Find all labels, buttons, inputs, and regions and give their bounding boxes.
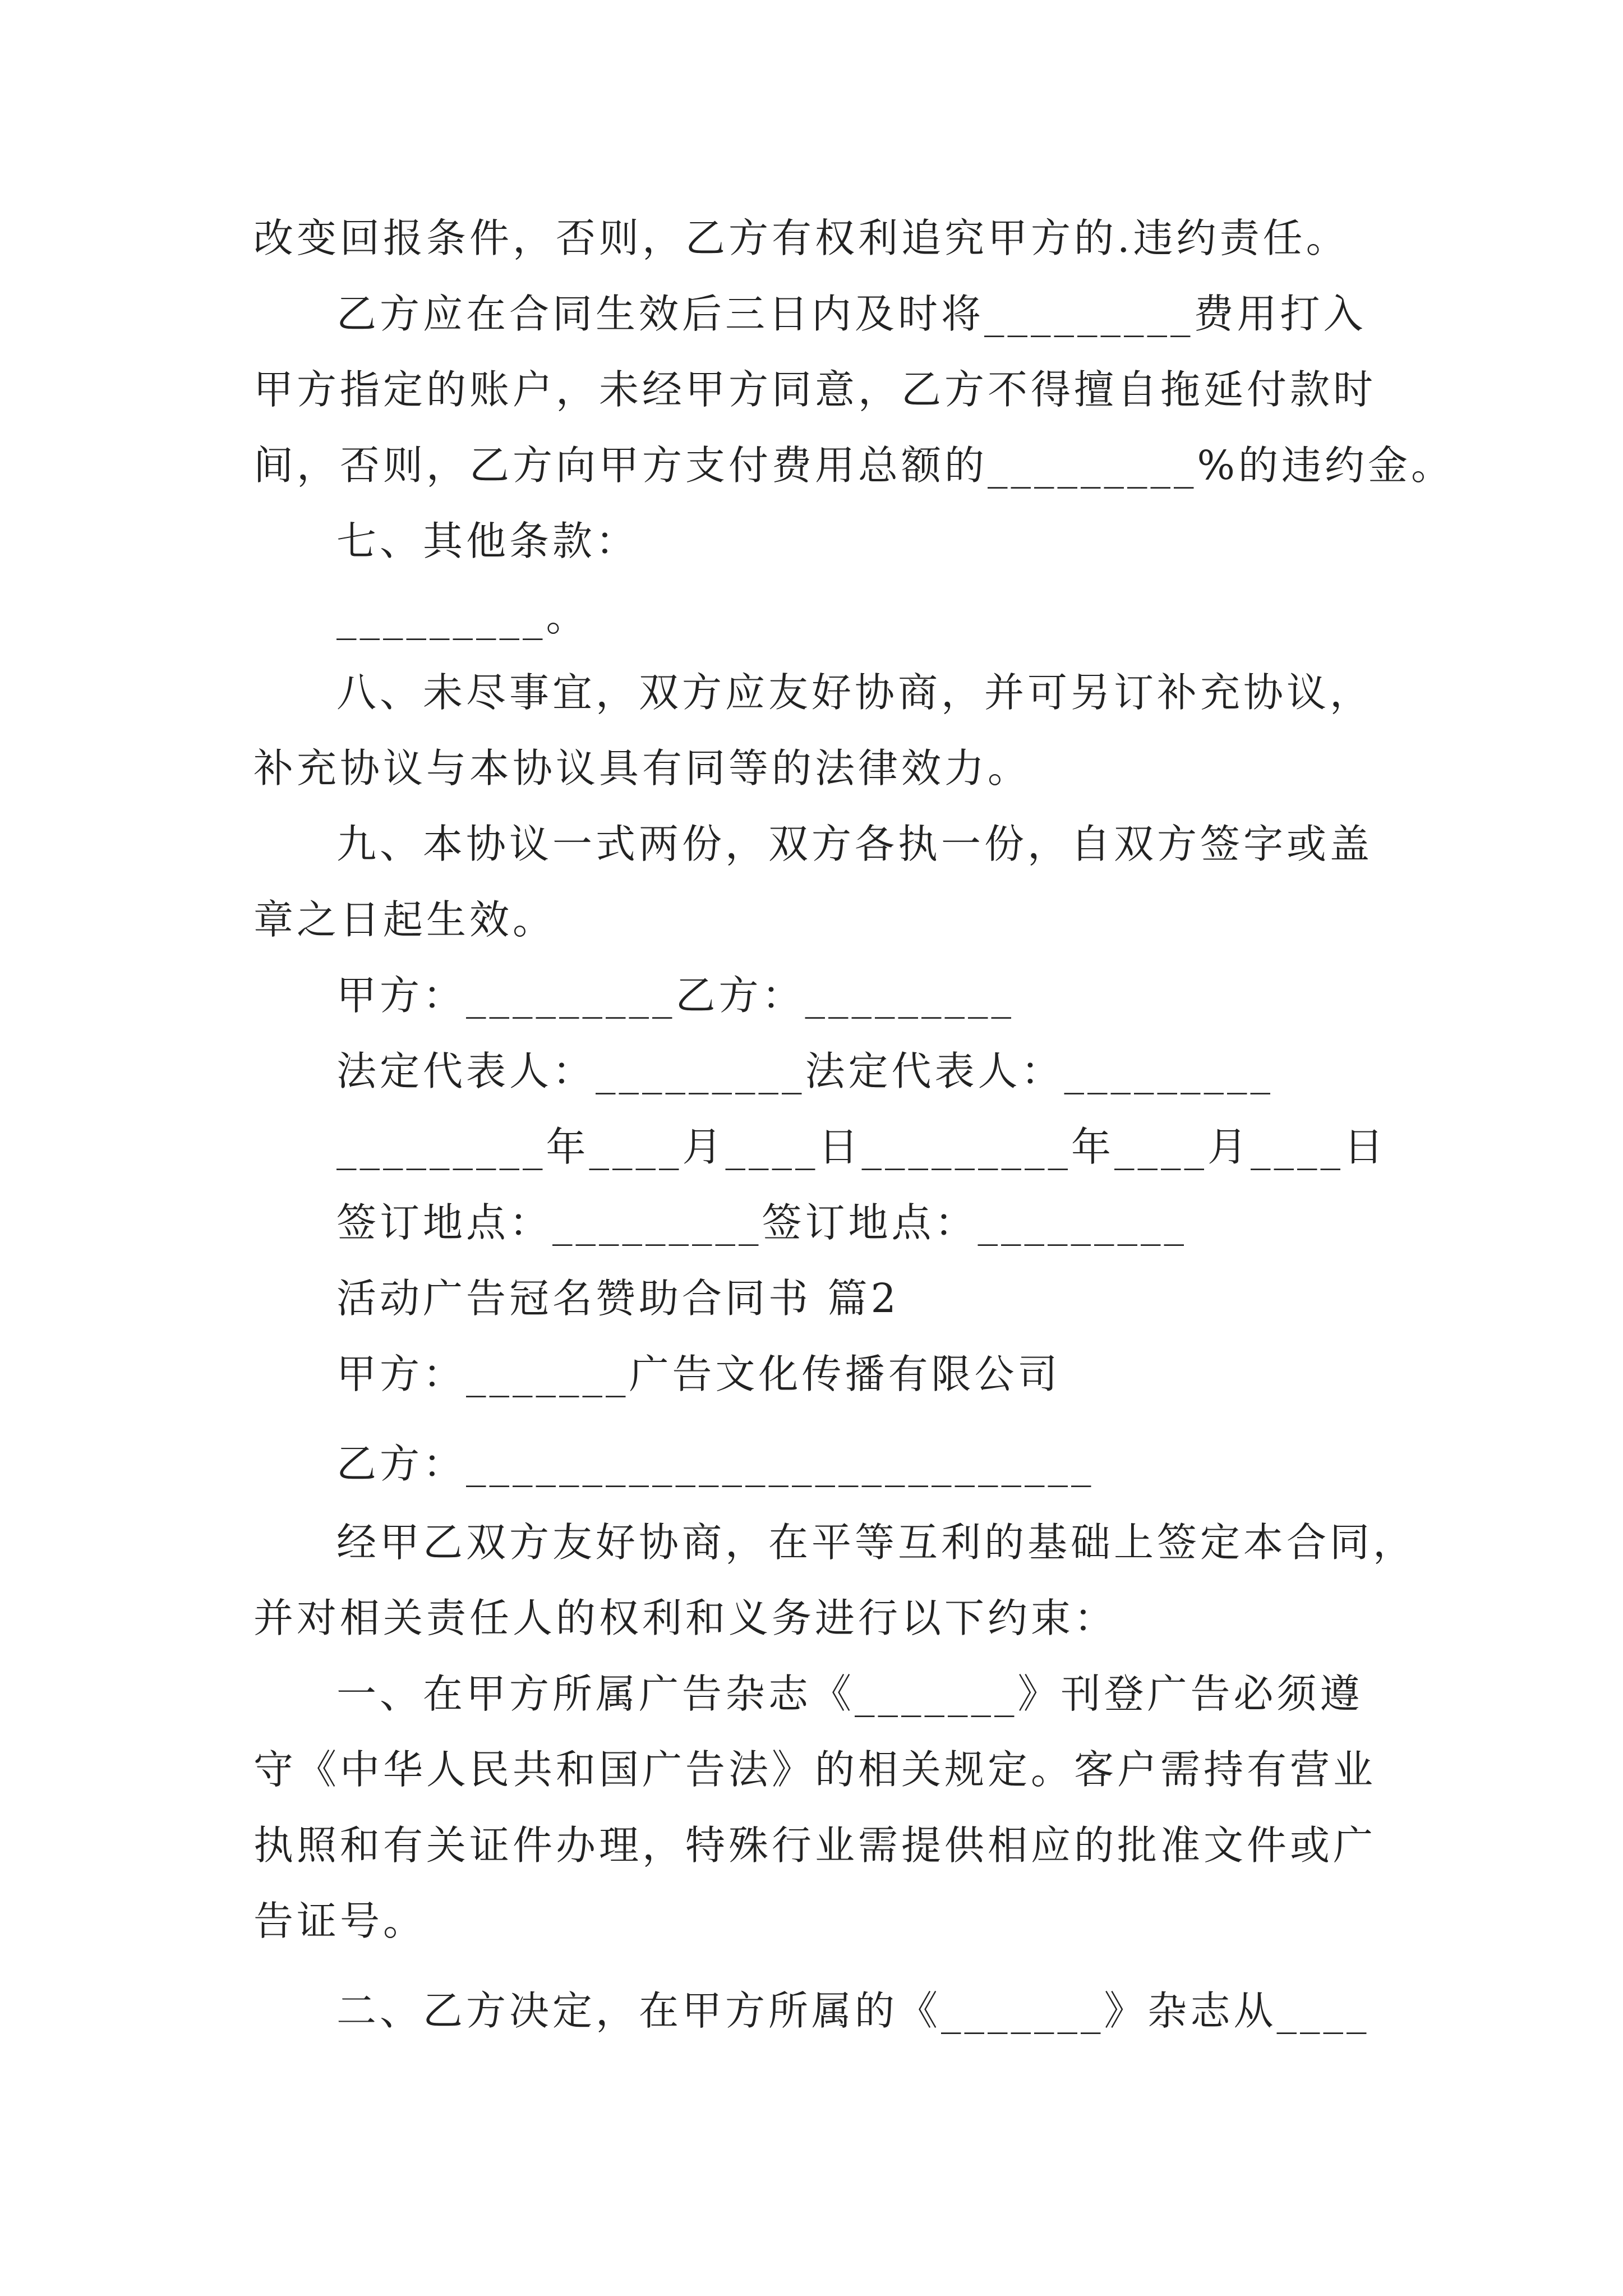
text-line: 一、在甲方所属广告杂志《_______》刊登广告必须遵 — [336, 1671, 1363, 1717]
text-line: 并对相关责任人的权利和义务进行以下约束： — [253, 1595, 1118, 1641]
text-line: 二、乙方决定，在甲方所属的《_______》杂志从____ — [336, 1987, 1370, 2034]
text-line: 守《中华人民共和国广告法》的相关规定。客户需持有营业 — [253, 1746, 1377, 1793]
text-line: _________年____月____日_________年____月____日 — [336, 1124, 1387, 1170]
text-line: 签订地点：_________签订地点：_________ — [336, 1199, 1188, 1246]
text-line: 乙方应在合同生效后三日内及时将_________费用打入 — [336, 291, 1367, 337]
text-line: 法定代表人：_________法定代表人：_________ — [336, 1048, 1274, 1094]
text-line: 乙方：___________________________ — [336, 1441, 1095, 1487]
text-line: _________。 — [336, 593, 589, 640]
text-line: 七、其他条款： — [336, 518, 639, 564]
text-line: 告证号。 — [253, 1898, 427, 1944]
text-line: 执照和有关证件办理，特殊行业需提供相应的批准文件或广 — [253, 1822, 1377, 1869]
text-line: 甲方指定的账户，未经甲方同意，乙方不得擅自拖延付款时 — [253, 366, 1377, 413]
section-heading: 活动广告冠名赞助合同书 篇2 — [336, 1275, 900, 1322]
text-line: 补充协议与本协议具有同等的法律效力。 — [253, 745, 1031, 792]
text-line: 甲方：_______广告文化传播有限公司 — [336, 1351, 1061, 1397]
text-line: 八、未尽事宜，双方应友好协商，并可另订补充协议， — [336, 669, 1373, 716]
text-line: 甲方：_________乙方：_________ — [336, 972, 1015, 1019]
text-line: 章之日起生效。 — [253, 896, 556, 943]
text-line: 九、本协议一式两份，双方各执一份，自双方签字或盖 — [336, 821, 1373, 867]
text-line: 改变回报条件，否则，乙方有权利追究甲方的.违约责任。 — [253, 215, 1349, 261]
text-line: 间，否则，乙方向甲方支付费用总额的_________%的违约金。 — [253, 442, 1454, 489]
text-line: 经甲乙双方友好协商，在平等互利的基础上签定本合同， — [336, 1519, 1417, 1566]
